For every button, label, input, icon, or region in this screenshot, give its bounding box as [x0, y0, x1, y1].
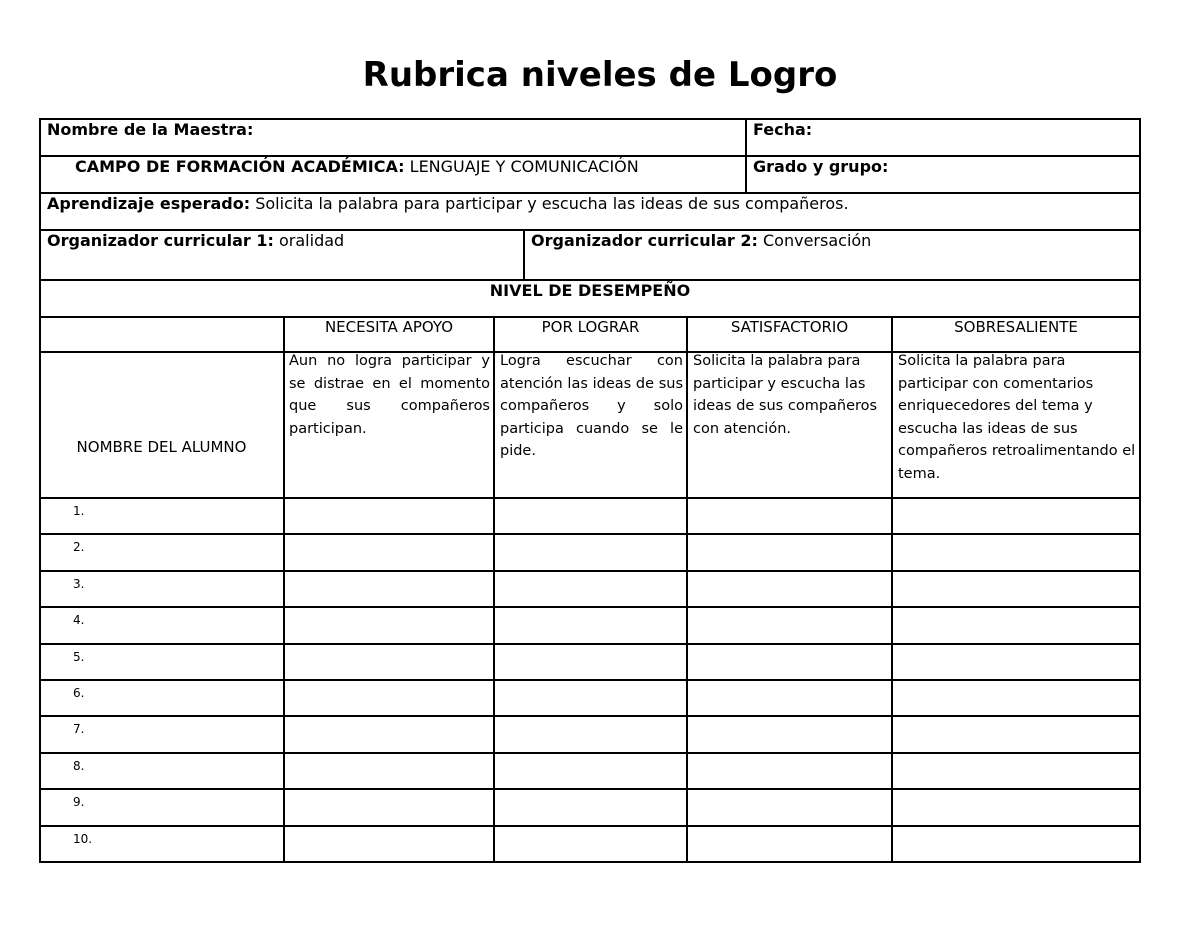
learning-label: Aprendizaje esperado: [47, 194, 251, 213]
organizer-1-label: Organizador curricular 1: [47, 231, 274, 250]
row-number: 4. [73, 613, 85, 627]
table-row-divider [39, 825, 1141, 827]
row-number: 3. [73, 577, 85, 591]
row-number: 5. [73, 650, 85, 664]
field-line [75, 157, 639, 177]
table-row-divider [39, 679, 1141, 681]
row-number: 10. [73, 832, 93, 846]
table-row-divider [39, 497, 1141, 499]
column-divider [686, 316, 688, 863]
row-number: 8. [73, 759, 85, 773]
table-row-divider [39, 788, 1141, 790]
learning-value: Solicita la palabra para participar y escucha las ideas de sus compañeros. [250, 194, 849, 213]
grade-group-label: Grado y grupo: [753, 157, 889, 176]
column-divider [283, 316, 285, 863]
table-row-divider [39, 715, 1141, 717]
column-divider [745, 118, 747, 193]
table-row-divider [39, 570, 1141, 572]
organizer-1 [47, 231, 344, 251]
level-description-sobresaliente: Solicita la palabra para participar con comentarios enriquecedores del tema y escucha las ideas de sus compañeros retroalimentando el tema. [898, 353, 1136, 482]
level-header-sobresaliente: SOBRESALIENTE [954, 318, 1078, 336]
page-title: Rubrica niveles de Logro [362, 55, 838, 95]
row-number: 7. [73, 722, 85, 736]
organizer-2-label: Organizador curricular 2: [531, 231, 758, 250]
organizer-1-value: oralidad [273, 231, 345, 250]
level-description-necesita-apoyo: Aun no logra participar y se distrae en el momento que sus compañeros participan. [289, 353, 490, 437]
field-label: CAMPO DE FORMACIÓN ACADÉMICA: [75, 157, 405, 176]
column-divider [891, 316, 893, 863]
level-description-satisfactorio: Solicita la palabra para participar y escucha las ideas de sus compañeros con atención. [693, 353, 878, 437]
level-header-necesita-apoyo: NECESITA APOYO [324, 318, 454, 336]
row-number: 6. [73, 686, 85, 700]
column-divider [493, 316, 495, 863]
student-name-header: NOMBRE DEL ALUMNO [76, 438, 247, 456]
table-row-divider [39, 606, 1141, 608]
organizer-2 [531, 231, 871, 251]
row-number: 2. [73, 540, 85, 554]
organizer-2-value: Conversación [757, 231, 872, 250]
teacher-name-label: Nombre de la Maestra: [47, 120, 254, 139]
level-header-por-lograr: POR LOGRAR [541, 318, 640, 336]
learning-line [47, 194, 849, 214]
level-header-satisfactorio: SATISFACTORIO [730, 318, 849, 336]
table-row-divider [39, 752, 1141, 754]
row-number: 9. [73, 795, 85, 809]
level-description-por-lograr: Logra escuchar con atención las ideas de sus compañeros y solo participa cuando se le pide. [500, 353, 683, 459]
column-divider [523, 229, 525, 280]
performance-level-header: NIVEL DE DESEMPEÑO [489, 281, 691, 300]
date-label: Fecha: [753, 120, 813, 139]
row-number: 1. [73, 504, 85, 518]
field-value: LENGUAJE Y COMUNICACIÓN [404, 157, 639, 176]
table-row-divider [39, 643, 1141, 645]
table-row-divider [39, 533, 1141, 535]
